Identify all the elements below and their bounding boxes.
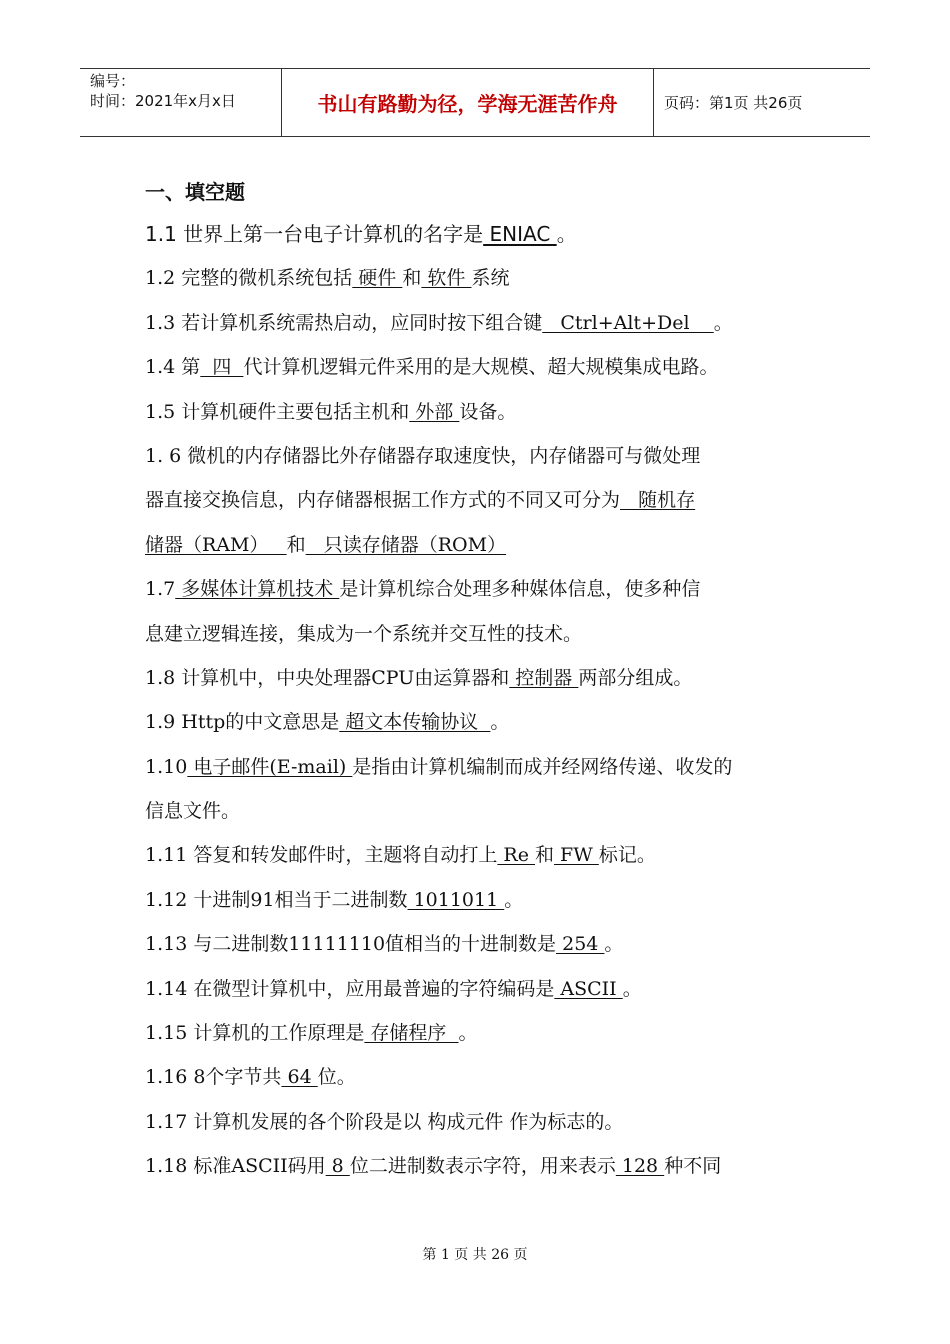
question-text: 1.17 计算机发展的各个阶段是以 构成元件 作为标志的。 xyxy=(145,1110,624,1133)
header-meta xyxy=(80,69,282,136)
header-date-label: 时间：2021年x月x日 xyxy=(90,92,236,110)
answer-blank: 控制器 xyxy=(509,666,579,689)
answer-blank: 储器（RAM） xyxy=(145,533,287,556)
question-text: 1.9 Http的中文意思是 xyxy=(145,711,340,734)
question-text: 代计算机逻辑元件采用的是大规模、超大规模集成电路。 xyxy=(243,356,719,379)
question-text: 1. 6 微机的内存储器比外存储器存取速度快，内存储器可与微处理 xyxy=(145,444,701,467)
question-line xyxy=(145,1011,815,1055)
question-text: 。 xyxy=(458,1022,478,1045)
question-line xyxy=(145,922,815,966)
question-text: 标记。 xyxy=(598,844,656,867)
document-body xyxy=(145,172,815,1189)
question-text: 1.11 答复和转发邮件时，主题将自动打上 xyxy=(145,844,498,867)
answer-blank: 1011011 xyxy=(407,888,505,911)
answer-blank: ENIAC xyxy=(483,222,557,246)
question-text: 位。 xyxy=(317,1066,356,1089)
question-text: 信息文件。 xyxy=(145,800,241,823)
page-header xyxy=(80,68,870,137)
question-line xyxy=(145,523,815,567)
question-text: 1.16 8个字节共 xyxy=(145,1066,282,1089)
question-line xyxy=(145,478,815,522)
header-number-label: 编号： xyxy=(90,72,136,90)
question-text: 1.10 xyxy=(145,755,188,778)
question-text: 。 xyxy=(556,222,577,246)
question-text: 系统 xyxy=(471,267,510,290)
answer-blank: 64 xyxy=(281,1066,318,1089)
answer-blank: 软件 xyxy=(421,267,472,290)
question-line xyxy=(145,745,815,789)
question-text: 是指由计算机编制而成并经网络传递、收发的 xyxy=(352,755,733,778)
question-text: 是计算机综合处理多种媒体信息，使多种信 xyxy=(339,578,701,601)
question-text: 种不同 xyxy=(664,1155,722,1178)
question-line xyxy=(145,345,815,389)
question-text: 和 xyxy=(286,533,306,556)
section-title: 一、填空题 xyxy=(145,180,245,204)
answer-blank: 8 xyxy=(325,1155,350,1178)
question-line xyxy=(145,434,815,478)
question-text: 。 xyxy=(490,711,510,734)
question-text: 。 xyxy=(604,933,624,956)
answer-blank: 电子邮件(E-mail) xyxy=(187,755,353,778)
question-text: 设备。 xyxy=(459,400,517,423)
question-text: 器直接交换信息，内存储器根据工作方式的不同又可分为 xyxy=(145,489,621,512)
header-motto: 书山有路勤为径，学海无涯苦作舟 xyxy=(282,69,654,136)
answer-blank: Re xyxy=(497,844,535,867)
question-text: 1.1 世界上第一台电子计算机的名字是 xyxy=(145,222,484,246)
answer-blank: 外部 xyxy=(409,400,460,423)
question-text: 和 xyxy=(402,267,422,290)
question-text: 1.3 若计算机系统需热启动，应同时按下组合键 xyxy=(145,311,543,334)
question-line xyxy=(145,1100,815,1144)
question-line xyxy=(145,878,815,922)
question-line xyxy=(145,1144,815,1188)
question-text: 。 xyxy=(504,888,524,911)
answer-blank: 只读存储器（ROM） xyxy=(305,533,507,556)
question-text: 1.2 完整的微机系统包括 xyxy=(145,267,353,290)
question-text: 1.7 xyxy=(145,578,176,601)
question-line xyxy=(145,967,815,1011)
question-text: 1.12 十进制91相当于二进制数 xyxy=(145,888,408,911)
question-text: 和 xyxy=(535,844,555,867)
answer-blank: FW xyxy=(554,844,599,867)
question-text: 1.4 第 xyxy=(145,356,201,379)
header-page-info: 页码：第1页 共26页 xyxy=(664,94,803,112)
question-text: 息建立逻辑连接，集成为一个系统并交互性的技术。 xyxy=(145,622,583,645)
answer-blank: Ctrl+Alt+Del xyxy=(542,311,714,334)
answer-blank: ASCII xyxy=(554,977,623,1000)
question-text: 。 xyxy=(622,977,642,1000)
question-text: 1.14 在微型计算机中，应用最普遍的字符编码是 xyxy=(145,977,555,1000)
question-line xyxy=(145,256,815,300)
question-list xyxy=(145,212,815,1189)
question-line xyxy=(145,212,815,256)
question-text: 1.15 计算机的工作原理是 xyxy=(145,1022,365,1045)
question-line xyxy=(145,612,815,656)
question-line xyxy=(145,789,815,833)
answer-blank: 多媒体计算机技术 xyxy=(175,578,340,601)
answer-blank: 硬件 xyxy=(352,267,403,290)
question-text: 位二进制数表示字符，用来表示 xyxy=(349,1155,616,1178)
question-line xyxy=(145,390,815,434)
question-text: 1.5 计算机硬件主要包括主机和 xyxy=(145,400,410,423)
answer-blank: 254 xyxy=(556,933,605,956)
answer-blank: 四 xyxy=(200,356,244,379)
question-text: 1.8 计算机中，中央处理器CPU由运算器和 xyxy=(145,666,510,689)
question-line xyxy=(145,567,815,611)
question-line xyxy=(145,656,815,700)
answer-blank: 128 xyxy=(615,1155,665,1178)
question-text: 1.18 标准ASCII码用 xyxy=(145,1155,326,1178)
question-line xyxy=(145,301,815,345)
page-footer: 第 1 页 共 26 页 xyxy=(422,1247,528,1263)
question-text: 1.13 与二进制数11111110值相当的十进制数是 xyxy=(145,933,557,956)
answer-blank: 存储程序 xyxy=(364,1022,459,1045)
answer-blank: 超文本传输协议 xyxy=(339,711,491,734)
question-text: 。 xyxy=(713,311,733,334)
question-line xyxy=(145,833,815,877)
question-line xyxy=(145,700,815,744)
question-text: 两部分组成。 xyxy=(578,666,693,689)
question-line xyxy=(145,1055,815,1099)
answer-blank: 随机存 xyxy=(620,489,696,512)
